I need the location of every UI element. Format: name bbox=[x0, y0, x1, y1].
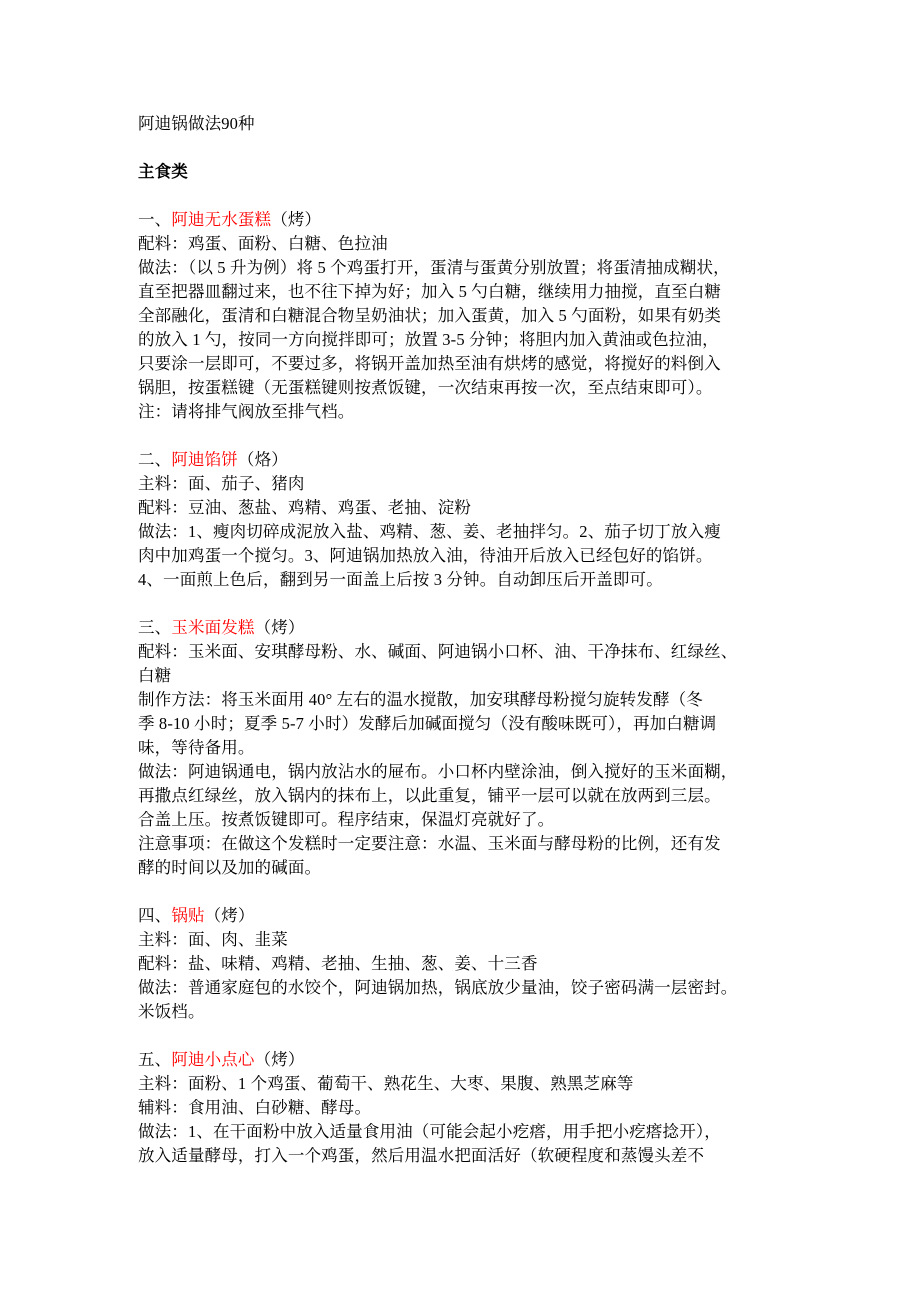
recipe-text-line: 配料：盐、味精、鸡精、老抽、生抽、葱、姜、十三香 bbox=[138, 954, 538, 973]
recipe-heading bbox=[138, 616, 786, 640]
recipe-text-line: 只要涂一层即可，不要过多，将锅开盖加热至油有烘烤的感觉，将搅好的料倒入 bbox=[138, 354, 721, 373]
recipe-name: 锅贴 bbox=[171, 906, 205, 925]
recipe-section bbox=[138, 616, 786, 880]
recipe-text-line: 肉中加鸡蛋一个搅匀。3、阿迪锅加热放入油，待油开后放入已经包好的馅饼。 bbox=[138, 546, 713, 565]
recipe-heading bbox=[138, 1048, 786, 1072]
recipe-text-line: 锅胆，按蛋糕键（无蛋糕键则按煮饭键，一次结束再按一次，至点结束即可）。 bbox=[138, 378, 713, 397]
recipe-method-tag: （烙） bbox=[237, 450, 288, 469]
recipe-text-line: 再撒点红绿丝，放入锅内的抹布上，以此重复，铺平一层可以就在放两到三层。 bbox=[138, 786, 721, 805]
recipe-method-tag: （烤） bbox=[254, 618, 305, 637]
recipe-name: 阿迪小点心 bbox=[171, 1050, 255, 1069]
recipe-method-tag: （烤） bbox=[254, 1050, 305, 1069]
recipe-name: 阿迪无水蛋糕 bbox=[171, 210, 272, 229]
recipe-text-line: 注：请将排气阀放至排气档。 bbox=[138, 402, 355, 421]
recipe-text-line: 做法：1、在干面粉中放入适量食用油（可能会起小疙瘩，用手把小疙瘩捻开）， bbox=[138, 1122, 721, 1141]
document-title: 阿迪锅做法90种 bbox=[138, 114, 255, 133]
recipe-number: 二、 bbox=[138, 450, 172, 469]
document-page bbox=[138, 112, 786, 1192]
recipe-text-line: 全部融化，蛋清和白糖混合物呈奶油状；加入蛋黄，加入 5 勺面粉，如果有奶类 bbox=[138, 306, 722, 325]
recipe-text-line: 4、一面煎上色后，翻到另一面盖上后按 3 分钟。自动卸压后开盖即可。 bbox=[138, 570, 663, 589]
recipe-text-line: 主料：面、肉、韭菜 bbox=[138, 930, 288, 949]
recipe-text-line: 放入适量酵母，打入一个鸡蛋，然后用温水把面活好（软硬程度和蒸馒头差不 bbox=[138, 1146, 705, 1165]
recipe-section bbox=[138, 208, 786, 424]
recipe-number: 五、 bbox=[138, 1050, 172, 1069]
recipe-method-tag: （烤） bbox=[271, 210, 322, 229]
recipe-text-line: 酵的时间以及加的碱面。 bbox=[138, 858, 322, 877]
recipe-text-line: 主料：面、茄子、猪肉 bbox=[138, 474, 305, 493]
recipe-list bbox=[138, 208, 786, 1168]
recipe-text-line: 做法：（以 5 升为例）将 5 个鸡蛋打开，蛋清与蛋黄分别放置；将蛋清抽成糊状， bbox=[138, 258, 730, 277]
recipe-section bbox=[138, 1048, 786, 1168]
recipe-text-line: 直至把器皿翻过来，也不往下掉为好；加入 5 勺白糖，继续用力抽搅，直至白糖 bbox=[138, 282, 722, 301]
recipe-text-line: 制作方法：将玉米面用 40° 左右的温水搅散，加安琪酵母粉搅匀旋转发酵（冬 bbox=[138, 690, 703, 709]
recipe-section bbox=[138, 904, 786, 1024]
recipe-text-line: 味，等待备用。 bbox=[138, 738, 255, 757]
recipe-text-line: 米饭档。 bbox=[138, 1002, 205, 1021]
recipe-text-line: 做法：1、瘦肉切碎成泥放入盐、鸡精、葱、姜、老抽拌匀。2、茄子切丁放入瘦 bbox=[138, 522, 721, 541]
recipe-text-line: 合盖上压。按煮饭键即可。程序结束，保温灯亮就好了。 bbox=[138, 810, 555, 829]
recipe-text-line: 做法：阿迪锅通电，锅内放沾水的屉布。小口杯内壁涂油，倒入搅好的玉米面糊， bbox=[138, 762, 738, 781]
recipe-method-tag: （烤） bbox=[204, 906, 255, 925]
category-heading: 主食类 bbox=[138, 162, 188, 181]
recipe-text-line: 注意事项：在做这个发糕时一定要注意：水温、玉米面与酵母粉的比例，还有发 bbox=[138, 834, 721, 853]
recipe-text-line: 季 8-10 小时；夏季 5-7 小时）发酵后加碱面搅匀（没有酸味既可），再加白糖调 bbox=[138, 714, 717, 733]
recipe-heading bbox=[138, 904, 786, 928]
recipe-text-line: 主料：面粉、1 个鸡蛋、葡萄干、熟花生、大枣、果腹、熟黑芝麻等 bbox=[138, 1074, 634, 1093]
recipe-text-line: 配料：鸡蛋、面粉、白糖、色拉油 bbox=[138, 234, 388, 253]
recipe-text-line: 辅料：食用油、白砂糖、酵母。 bbox=[138, 1098, 372, 1117]
recipe-name: 阿迪馅饼 bbox=[171, 450, 238, 469]
recipe-heading bbox=[138, 448, 786, 472]
recipe-number: 四、 bbox=[138, 906, 172, 925]
recipe-text-line: 配料：玉米面、安琪酵母粉、水、碱面、阿迪锅小口杯、油、干净抹布、红绿丝、 bbox=[138, 642, 738, 661]
recipe-text-line: 配料：豆油、葱盐、鸡精、鸡蛋、老抽、淀粉 bbox=[138, 498, 471, 517]
recipe-text-line: 的放入 1 勺，按同一方向搅拌即可；放置 3-5 分钟；将胆内加入黄油或色拉油， bbox=[138, 330, 719, 349]
recipe-section bbox=[138, 448, 786, 592]
recipe-number: 一、 bbox=[138, 210, 172, 229]
recipe-text-line: 做法：普通家庭包的水饺个，阿迪锅加热，锅底放少量油，饺子密码满一层密封。 bbox=[138, 978, 738, 997]
recipe-heading bbox=[138, 208, 786, 232]
recipe-text-line: 白糖 bbox=[138, 666, 172, 685]
recipe-name: 玉米面发糕 bbox=[171, 618, 255, 637]
recipe-number: 三、 bbox=[138, 618, 172, 637]
